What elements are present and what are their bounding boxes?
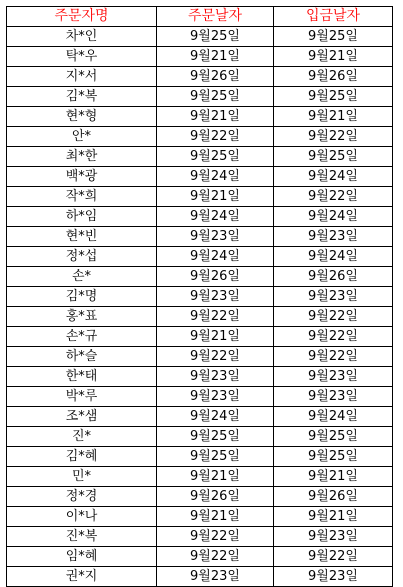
deposit-date-cell: 9월22일 xyxy=(274,127,393,147)
orderer-name-cell: 지*서 xyxy=(7,67,157,87)
orderer-name-cell: 김*복 xyxy=(7,87,157,107)
table-row xyxy=(7,127,393,147)
order-date-cell: 9월24일 xyxy=(157,247,274,267)
table-row xyxy=(7,207,393,227)
orderer-name-cell: 김*명 xyxy=(7,287,157,307)
orderer-name-cell: 김*혜 xyxy=(7,447,157,467)
order-date-cell: 9월21일 xyxy=(157,47,274,67)
header-orderer-name: 주문자명 xyxy=(7,7,157,27)
orderer-name-cell: 백*광 xyxy=(7,167,157,187)
orderer-name-cell: 정*섭 xyxy=(7,247,157,267)
orderer-name-cell: 하*임 xyxy=(7,207,157,227)
table-row xyxy=(7,507,393,527)
table-body xyxy=(7,27,393,587)
table-row xyxy=(7,67,393,87)
order-date-cell: 9월25일 xyxy=(157,447,274,467)
order-date-cell: 9월22일 xyxy=(157,547,274,567)
order-date-cell: 9월23일 xyxy=(157,227,274,247)
deposit-date-cell: 9월25일 xyxy=(274,27,393,47)
order-date-cell: 9월25일 xyxy=(157,427,274,447)
deposit-date-cell: 9월22일 xyxy=(274,307,393,327)
table-row xyxy=(7,487,393,507)
deposit-date-cell: 9월23일 xyxy=(274,367,393,387)
order-date-cell: 9월26일 xyxy=(157,487,274,507)
deposit-date-cell: 9월22일 xyxy=(274,327,393,347)
table-row xyxy=(7,187,393,207)
order-date-cell: 9월23일 xyxy=(157,367,274,387)
table-row xyxy=(7,27,393,47)
deposit-date-cell: 9월21일 xyxy=(274,107,393,127)
table-row xyxy=(7,307,393,327)
order-date-cell: 9월21일 xyxy=(157,507,274,527)
orderer-name-cell: 민* xyxy=(7,467,157,487)
orderer-name-cell: 하*슬 xyxy=(7,347,157,367)
orderer-name-cell: 임*혜 xyxy=(7,547,157,567)
orderer-name-cell: 탁*우 xyxy=(7,47,157,67)
order-date-cell: 9월22일 xyxy=(157,307,274,327)
table-row xyxy=(7,147,393,167)
order-sheet xyxy=(6,6,393,587)
table-row xyxy=(7,327,393,347)
orderer-name-cell: 정*경 xyxy=(7,487,157,507)
order-date-cell: 9월21일 xyxy=(157,467,274,487)
table-row xyxy=(7,287,393,307)
order-date-cell: 9월22일 xyxy=(157,347,274,367)
deposit-date-cell: 9월23일 xyxy=(274,527,393,547)
orderer-name-cell: 현*빈 xyxy=(7,227,157,247)
deposit-date-cell: 9월23일 xyxy=(274,567,393,587)
table-row xyxy=(7,347,393,367)
deposit-date-cell: 9월24일 xyxy=(274,247,393,267)
orderer-name-cell: 안* xyxy=(7,127,157,147)
orderer-name-cell: 진* xyxy=(7,427,157,447)
order-date-cell: 9월23일 xyxy=(157,387,274,407)
deposit-date-cell: 9월23일 xyxy=(274,287,393,307)
table-row xyxy=(7,87,393,107)
deposit-date-cell: 9월25일 xyxy=(274,427,393,447)
order-date-cell: 9월23일 xyxy=(157,567,274,587)
deposit-date-cell: 9월23일 xyxy=(274,227,393,247)
orderer-name-cell: 이*나 xyxy=(7,507,157,527)
table-row xyxy=(7,107,393,127)
header-row xyxy=(7,7,393,27)
header-order-date: 주문날자 xyxy=(157,7,274,27)
deposit-date-cell: 9월22일 xyxy=(274,187,393,207)
order-date-cell: 9월22일 xyxy=(157,127,274,147)
order-date-cell: 9월21일 xyxy=(157,327,274,347)
table-row xyxy=(7,387,393,407)
orderer-name-cell: 홍*표 xyxy=(7,307,157,327)
table-row xyxy=(7,167,393,187)
deposit-date-cell: 9월24일 xyxy=(274,207,393,227)
deposit-date-cell: 9월24일 xyxy=(274,407,393,427)
orderer-name-cell: 권*지 xyxy=(7,567,157,587)
deposit-date-cell: 9월21일 xyxy=(274,47,393,67)
table-row xyxy=(7,407,393,427)
order-date-cell: 9월22일 xyxy=(157,527,274,547)
deposit-date-cell: 9월22일 xyxy=(274,347,393,367)
order-date-cell: 9월26일 xyxy=(157,267,274,287)
order-date-cell: 9월24일 xyxy=(157,407,274,427)
deposit-date-cell: 9월21일 xyxy=(274,467,393,487)
table-row xyxy=(7,47,393,67)
deposit-date-cell: 9월22일 xyxy=(274,547,393,567)
deposit-date-cell: 9월21일 xyxy=(274,507,393,527)
deposit-date-cell: 9월26일 xyxy=(274,67,393,87)
table-row xyxy=(7,247,393,267)
table-row xyxy=(7,427,393,447)
orderer-name-cell: 조*샘 xyxy=(7,407,157,427)
orderer-name-cell: 손*규 xyxy=(7,327,157,347)
order-date-cell: 9월23일 xyxy=(157,287,274,307)
orderer-name-cell: 현*형 xyxy=(7,107,157,127)
table-row xyxy=(7,547,393,567)
order-date-cell: 9월21일 xyxy=(157,107,274,127)
deposit-date-cell: 9월25일 xyxy=(274,87,393,107)
orderer-name-cell: 한*태 xyxy=(7,367,157,387)
deposit-date-cell: 9월23일 xyxy=(274,387,393,407)
deposit-date-cell: 9월25일 xyxy=(274,447,393,467)
order-date-cell: 9월21일 xyxy=(157,187,274,207)
orderer-name-cell: 차*인 xyxy=(7,27,157,47)
orderer-name-cell: 박*루 xyxy=(7,387,157,407)
order-date-cell: 9월25일 xyxy=(157,147,274,167)
header-deposit-date: 입금날자 xyxy=(274,7,393,27)
order-date-cell: 9월26일 xyxy=(157,67,274,87)
order-date-cell: 9월25일 xyxy=(157,87,274,107)
orderer-name-cell: 손* xyxy=(7,267,157,287)
table-row xyxy=(7,267,393,287)
order-date-cell: 9월24일 xyxy=(157,167,274,187)
deposit-date-cell: 9월26일 xyxy=(274,487,393,507)
orderer-name-cell: 최*한 xyxy=(7,147,157,167)
table-row xyxy=(7,447,393,467)
orderer-name-cell: 작*희 xyxy=(7,187,157,207)
deposit-date-cell: 9월25일 xyxy=(274,147,393,167)
deposit-date-cell: 9월26일 xyxy=(274,267,393,287)
table-row xyxy=(7,467,393,487)
order-date-cell: 9월25일 xyxy=(157,27,274,47)
table-row xyxy=(7,367,393,387)
table-row xyxy=(7,567,393,587)
orderer-name-cell: 진*복 xyxy=(7,527,157,547)
table-row xyxy=(7,527,393,547)
order-deposit-table xyxy=(6,6,393,587)
deposit-date-cell: 9월24일 xyxy=(274,167,393,187)
order-date-cell: 9월24일 xyxy=(157,207,274,227)
table-row xyxy=(7,227,393,247)
